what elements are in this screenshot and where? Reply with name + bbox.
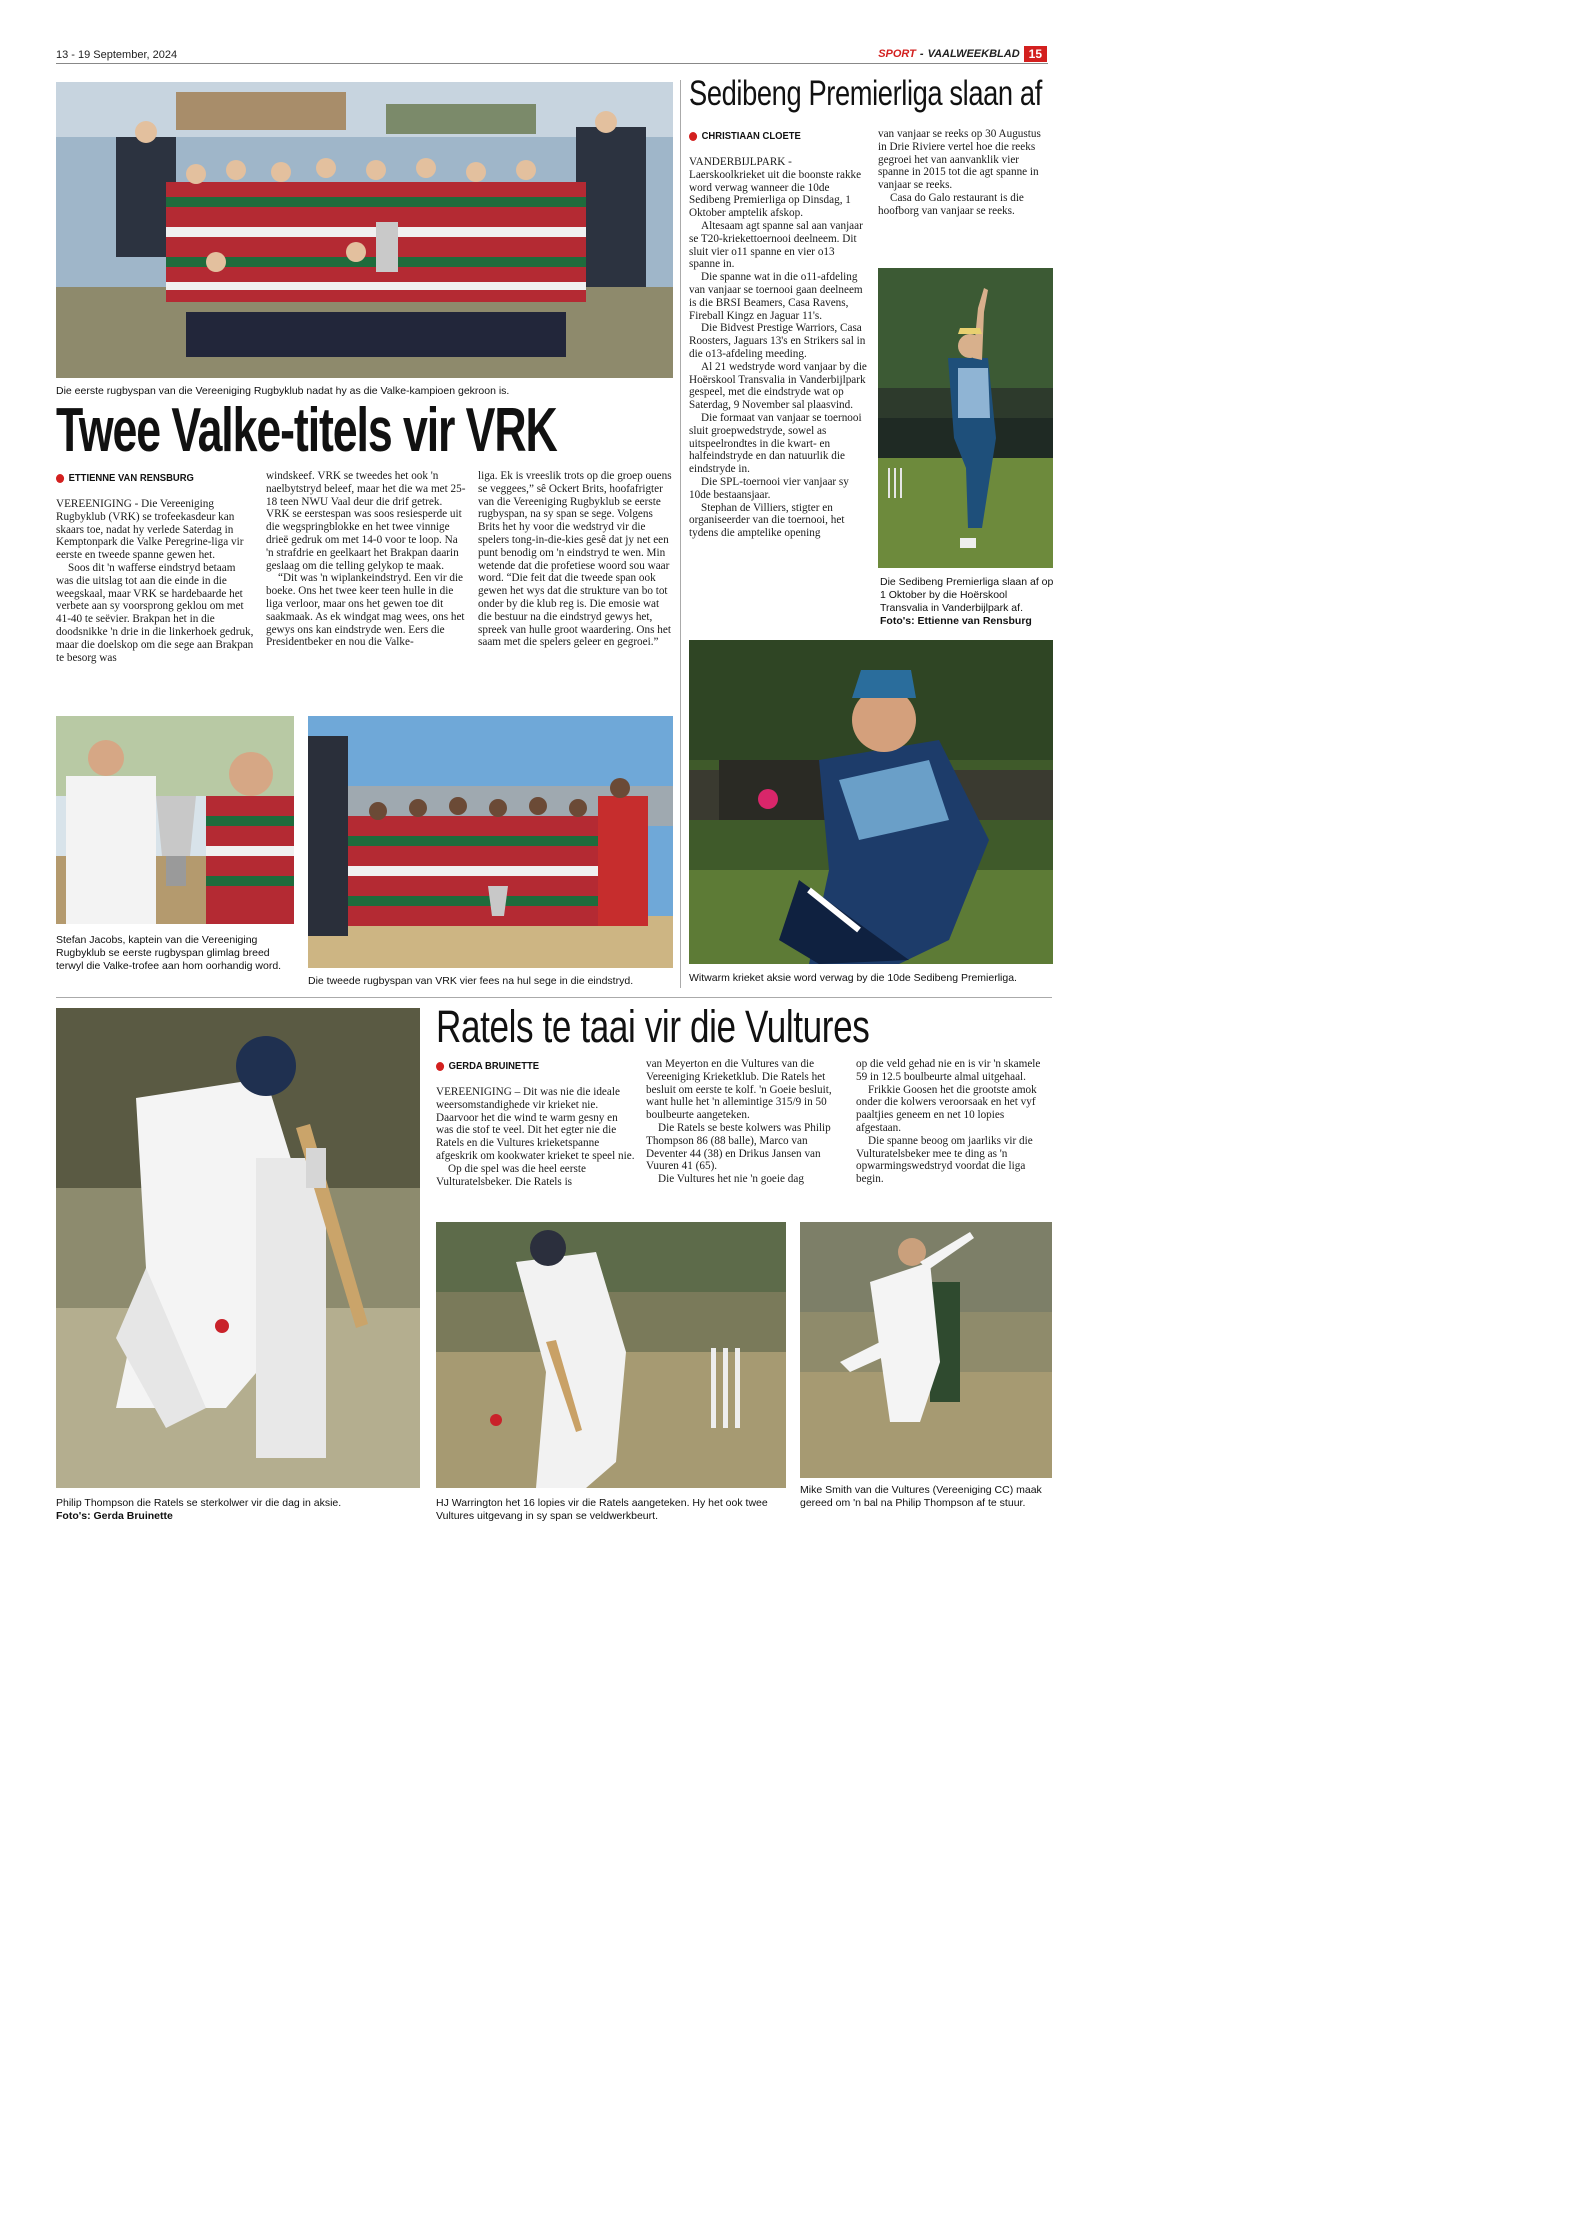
page-number: 15 xyxy=(1024,46,1047,62)
paragraph: Stephan de Villiers, stigter en organiseerder van die toernooi, het tydens die amptelike opening xyxy=(689,501,845,540)
byline-dot-icon xyxy=(56,474,64,483)
section-name: SPORT xyxy=(878,48,916,60)
caption-ratels-batter xyxy=(56,1497,426,1523)
ratels-column-3 xyxy=(856,1058,1052,1186)
column-divider xyxy=(680,80,681,988)
photo-ratels-mike-smith xyxy=(800,1222,1052,1478)
byline-rugby xyxy=(56,472,194,484)
paragraph: Die Vultures het nie 'n goeie dag xyxy=(658,1173,804,1186)
photo-spl-bowler xyxy=(878,268,1053,568)
caption-rugby-first-team: Die eerste rugbyspan van die Vereeniging Rugbyklub nadat hy as die Valke-kampioen gekroon is. xyxy=(56,385,510,397)
paragraph: Die spanne wat in die o11-afdeling van vanjaar se toernooi gaan deelneem is die BRSI Beamers, Casa Ravens, Fireball Kingz en Jaguar 11's. xyxy=(689,271,863,322)
caption-rugby-second-team: Die tweede rugbyspan van VRK vier fees na hul sege in die eindstryd. xyxy=(308,975,634,987)
headline-sedibeng-premierliga: Sedibeng Premierliga slaan af xyxy=(689,74,1042,113)
paragraph: Casa do Galo restaurant is die hoofborg van vanjaar se reeks. xyxy=(878,191,1024,217)
photo-rugby-second-team xyxy=(308,716,673,968)
caption-spl-bowler-text: Die Sedibeng Premierliga slaan af op 1 Oktober by die Hoërskool Transvalia in Vanderbijlpark af. xyxy=(880,576,1054,614)
paragraph: liga. Ek is vreeslik trots op die groep ouens se veggees,” sê Ockert Brits, hoofafrigter van die Vereeniging Rugbyklub se eerste rugbyspan, na sy span se sege. Volgens Brits het hy voor die wedstryd vir die spelers tong-in-die-kies gesê dat jy net een punt benodig om 'n eindstryd te wen. Min wetende dat die profetiese woord sou waar word. “Die feit dat die tweede span ook gewen het wys dat die strukture van bo tot onder by die klub reg is. Die emosie wat die bestuur na die eindstryd gewys het, spreek van hulle groot waardering. Ons het saam met die spelers geleer en gegroei.” xyxy=(478,470,672,649)
section-divider xyxy=(56,997,1052,998)
publication-name: VAALWEEKBLAD xyxy=(927,48,1020,60)
paragraph: windskeef. VRK se tweedes het ook 'n naelbytstryd beleef, maar het die wa met 25-18 teen NWU Vaal deur die drif getrek. VRK se eerstespan was soos resiesperde uit die wegspringblokke en het twee vinnige drieë gedruk om met 14-0 voor te loop. Na 'n strafdrie en geelkaart het Brakpan daarin geslaag om die telling gelykop te maak. xyxy=(266,470,466,572)
byline-rugby-author: ETTIENNE VAN RENSBURG xyxy=(68,472,194,484)
rugby-column-1 xyxy=(56,498,254,664)
caption-ratels-mike-smith: Mike Smith van die Vultures (Vereeniging CC) maak gereed om 'n bal na Philip Thompson af te stuur. xyxy=(800,1484,1042,1509)
photo-ratels-warrington xyxy=(436,1222,786,1488)
issue-date: 13 - 19 September, 2024 xyxy=(56,49,178,61)
byline-ratels xyxy=(436,1060,539,1072)
paragraph: op die veld gehad nie en is vir 'n skamele 59 in 12.5 boulbeurte almal uitgehaal. xyxy=(856,1058,1041,1083)
caption-ratels-warrington: HJ Warrington het 16 lopies vir die Ratels aangeteken. Hy het ook twee Vultures uitgevang in sy span se veldwerkbeurt. xyxy=(436,1497,768,1522)
byline-spl-author: CHRISTIAAN CLOETE xyxy=(701,130,801,142)
byline-dot-icon xyxy=(689,132,697,141)
paragraph: Die Bidvest Prestige Warriors, Casa Roosters, Jaguars 13's en Strikers sal in die o13-afdeling meeding. xyxy=(689,322,866,360)
caption-rugby-trophy-handover: Stefan Jacobs, kaptein van die Vereeniging Rugbyklub se eerste rugbyspan glimlag breed terwyl die Valke-trofee aan hom oorhandig word. xyxy=(56,934,282,972)
byline-dot-icon xyxy=(436,1062,444,1071)
paragraph: Die SPL-toernooi vier vanjaar sy 10de bestaansjaar. xyxy=(689,475,849,501)
paragraph: van vanjaar se reeks op 30 Augustus in Drie Riviere vertel hoe die reeks gegroei het van aanvanklik vier spanne in 2015 tot die agt spanne in vanjaar se reeks. xyxy=(878,128,1041,192)
page-header xyxy=(878,46,1047,62)
byline-ratels-author: GERDA BRUINETTE xyxy=(448,1060,540,1072)
paragraph: VEREENIGING – Dit was nie die ideale weersomstandighede vir krieket nie. Daarvoor het die wind te warm gesny en was die stof te veel. Dit het egter nie die Ratels en die Vultures krieketspanne afgeskrik om kookwater krieket te speel nie. xyxy=(436,1086,635,1162)
paragraph: Op die spel was die heel eerste Vulturatelsbeker. Die Ratels is xyxy=(436,1162,586,1188)
byline-spl xyxy=(689,130,801,142)
caption-spl-bowler xyxy=(880,576,1055,628)
spl-column-1 xyxy=(689,156,867,540)
caption-ratels-batter-text: Philip Thompson die Ratels se sterkolwer vir die dag in aksie. xyxy=(56,1497,342,1509)
rugby-column-2 xyxy=(266,470,466,649)
photo-credit-spl: Foto's: Ettienne van Rensburg xyxy=(880,615,1032,627)
photo-ratels-batter xyxy=(56,1008,420,1488)
caption-spl-catch: Witwarm krieket aksie word verwag by die 10de Sedibeng Premierliga. xyxy=(689,972,1017,984)
paragraph: Die spanne beoog om jaarliks vir die Vulturatelsbeker mee te ding as 'n opwarmingswedstryd voordat die liga begin. xyxy=(856,1134,1033,1186)
paragraph: van Meyerton en die Vultures van die Vereeniging Krieketklub. Die Ratels het besluit om eerste te kolf. 'n Goeie besluit, want hulle het 'n allemintige 315/9 in 50 boulbeurte aangeteken. xyxy=(646,1058,832,1122)
paragraph: Frikkie Goosen het die grootste amok onder die kolwers veroorsaak en het vyf paaltjies geneem en net 10 lopies afgestaan. xyxy=(856,1083,1037,1134)
paragraph: VANDERBIJLPARK - Laerskoolkrieket uit die boonste rakke word verwag wanneer die 10de Sedibeng Premierliga op Dinsdag, 1 Oktober amptelik afskop. xyxy=(689,156,862,220)
paragraph: Die formaat van vanjaar se toernooi sluit groepwedstryde, sowel as uitspeelrondtes in die kwart- en halfeindstryde en dan natuurlik die eindstryde in. xyxy=(689,411,862,476)
photo-credit-ratels: Foto's: Gerda Bruinette xyxy=(56,1510,173,1522)
spl-column-2 xyxy=(878,128,1050,218)
paragraph: Die Ratels se beste kolwers was Philip Thompson 86 (88 balle), Marco van Deventer 44 (38) en Drikus Jansen van Vuuren 41 (65). xyxy=(646,1121,831,1173)
photo-spl-catch xyxy=(689,640,1053,964)
photo-rugby-first-team xyxy=(56,82,673,378)
header-rule xyxy=(56,63,1048,64)
paragraph: Al 21 wedstryde word vanjaar by die Hoërskool Transvalia in Vanderbijlpark gespeel, met die eindstryde wat op Saterdag, 9 November sal plaasvind. xyxy=(689,360,867,412)
photo-rugby-trophy-handover xyxy=(56,716,294,924)
ratels-column-2 xyxy=(646,1058,846,1186)
paragraph: “Dit was 'n wiplankeindstryd. Een vir die boeke. Ons het twee keer teen hulle in die liga verloor, maar ons het gewen toe dit saakmaak. As ek windgat mag wees, ons het gewys ons kan eindstryde wen. Eers die Presidentbeker en nou die Valke- xyxy=(266,572,465,649)
rugby-column-3 xyxy=(478,470,674,649)
paragraph: VEREENIGING - Die Vereeniging Rugbyklub (VRK) se trofeekasdeur kan skaars toe, nadat hy verlede Saterdag in Kemptonpark die Valke Peregrine-liga vir eerste en tweede spanne gewen het. xyxy=(56,498,244,562)
paragraph: Altesaam agt spanne sal aan vanjaar se T20-kriekettoernooi deelneem. Dit sluit vier o11 spanne en vier o13 spanne in. xyxy=(689,219,863,271)
headline-ratels-te-taai: Ratels te taai vir die Vultures xyxy=(436,1001,870,1052)
headline-twee-valke-titels: Twee Valke-titels vir VRK xyxy=(56,396,557,465)
ratels-column-1 xyxy=(436,1086,636,1188)
header-separator: - xyxy=(919,48,924,60)
paragraph: Soos dit 'n wafferse eindstryd betaam was die uitslag tot aan die einde in die weegskaal, maar VRK se hardebaarde het verbete aan sy voorsprong geklou om met 41-40 te seëvier. Brakpan het in die doodsnikke 'n drie in die linkerhoek gedruk, maar die doelskop om die sege aan Brakpan te besorg was xyxy=(56,561,254,664)
